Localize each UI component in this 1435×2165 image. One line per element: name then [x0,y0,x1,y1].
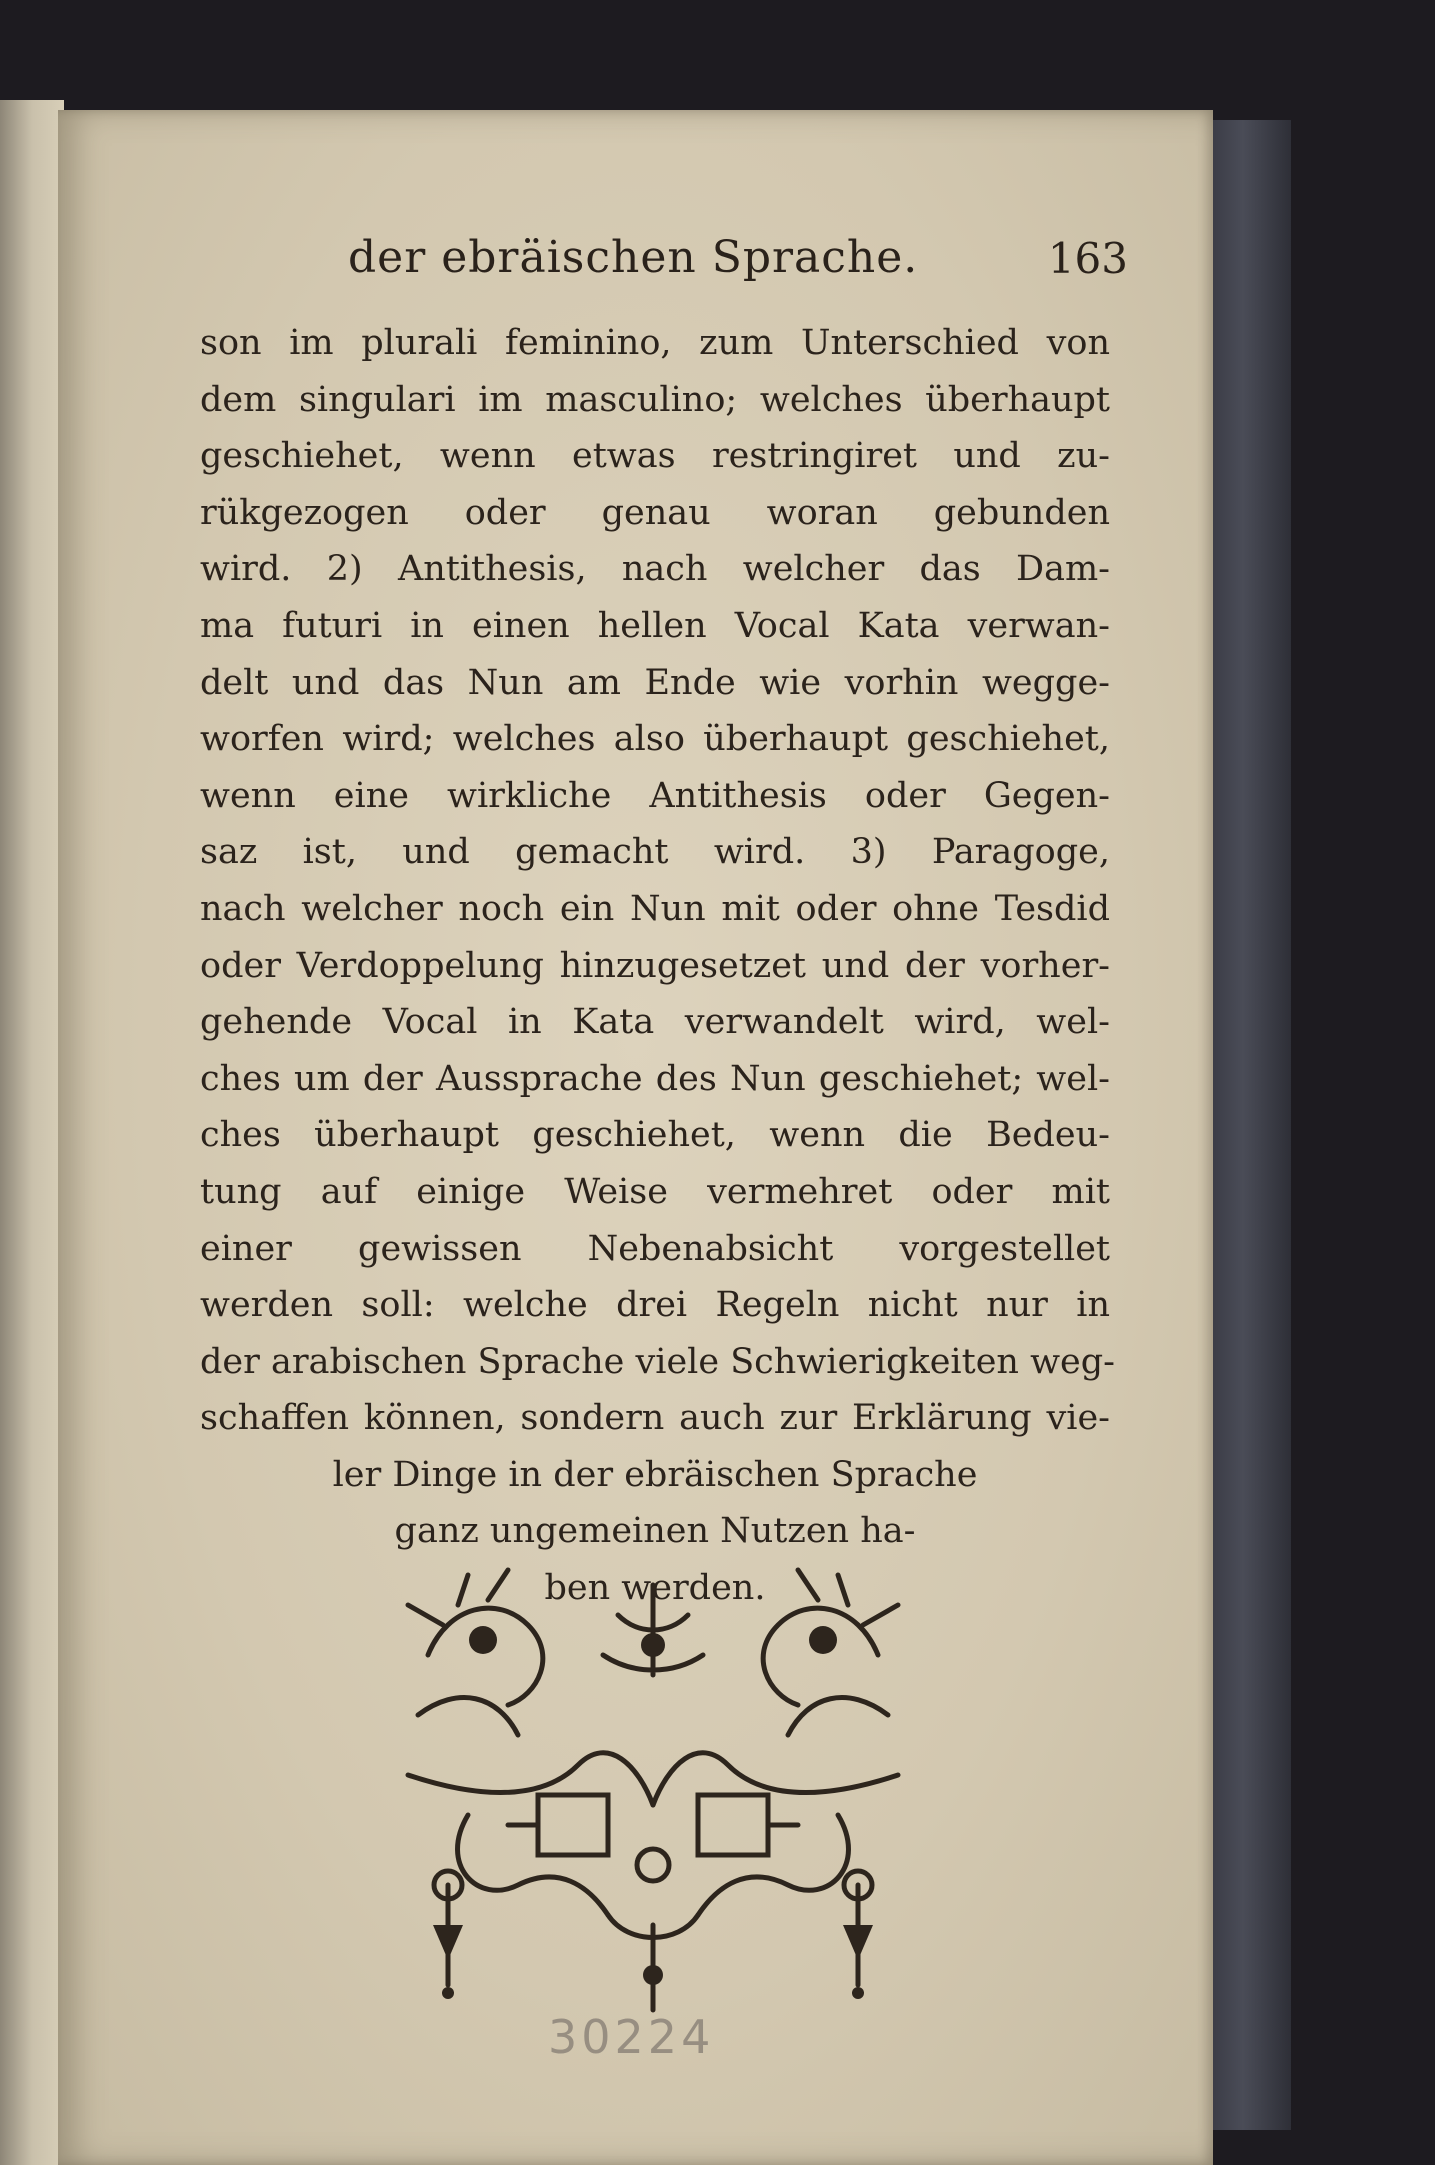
book-cover-edge [1208,120,1291,2130]
text-line: saz ist, und gemacht wird. 3) Paragoge, [200,832,1110,873]
text-line: tung auf einige Weise vermehret oder mit [200,1171,1110,1212]
text-line: wenn eine wirkliche Antithesis oder Gegen- [200,775,1110,816]
text-line: geschiehet, wenn etwas restringiret und zu- [200,436,1110,477]
text-line: einer gewissen Nebenabsicht vorgestellet [200,1228,1110,1269]
text-line: worfen wird; welches also überhaupt geschiehet, [200,719,1110,760]
text-line: gehende Vocal in Kata verwandelt wird, wel- [200,1002,1110,1043]
text-line: werden soll: welche drei Regeln nicht nur in [200,1285,1110,1326]
text-line: nach welcher noch ein Nun mit oder ohne Tesdid [200,888,1110,929]
floral-vignette-icon [388,1565,918,2015]
text-line: delt und das Nun am Ende wie vorhin wegge- [200,662,1110,703]
shelfmark-annotation: 30224 [548,2010,715,2064]
book-page [58,110,1213,2165]
running-title: der ebräischen Sprache. [348,232,919,283]
text-line: son im plurali feminino, zum Unterschied von [200,323,1110,363]
closing-line: ler Dinge in der ebräischen Sprache [332,1454,978,1495]
body-text [200,315,1115,1617]
text-line: schaffen können, sondern auch zur Erklärung vie- [200,1398,1110,1439]
text-line: ches um der Aussprache des Nun geschiehet; wel- [200,1058,1110,1099]
text-line: ma futuri in einen hellen Vocal Kata verwan- [200,605,1110,646]
text-line: oder Verdoppelung hinzugesetzet und der vorher- [200,945,1110,986]
closing-line: ganz ungemeinen Nutzen ha- [394,1511,916,1552]
text-line: rükgezogen oder genau woran gebunden [200,492,1110,533]
text-line: wird. 2) Antithesis, nach welcher das Dam- [200,549,1110,590]
page-number: 163 [1047,234,1128,283]
page-header [348,232,1128,292]
text-line: der arabischen Sprache viele Schwierigkeiten weg- [200,1341,1115,1382]
text-line: dem singulari im masculino; welches überhaupt [200,379,1110,420]
text-line: ches überhaupt geschiehet, wenn die Bedeu- [200,1115,1110,1156]
page-gutter [0,100,64,2165]
closing-line: ben werden. [544,1568,766,1609]
